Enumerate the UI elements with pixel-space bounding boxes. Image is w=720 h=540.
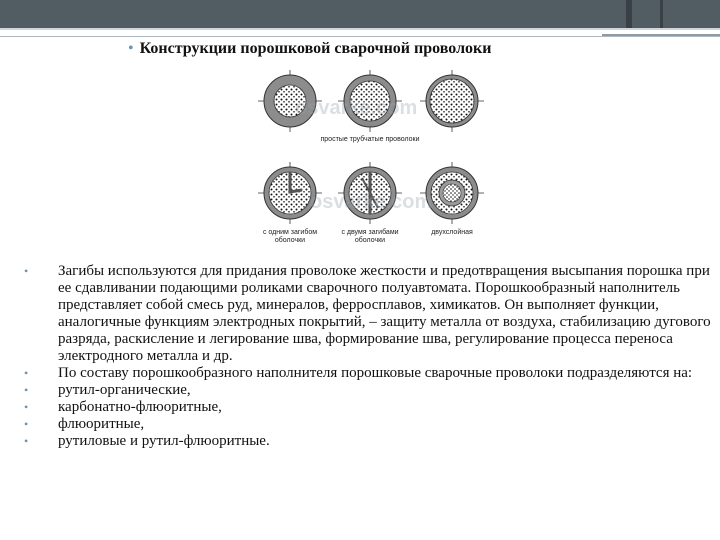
list-item xyxy=(24,399,714,416)
list-item xyxy=(24,416,714,433)
top-bar-accent xyxy=(660,0,663,28)
header-divider xyxy=(602,34,720,36)
watermark: osvarke.com xyxy=(310,191,433,213)
row2-caption-3-line1: двухслойная xyxy=(431,229,473,236)
list-item xyxy=(24,365,714,382)
bullet-icon: • xyxy=(128,40,134,57)
row2-caption-1-line2: оболочки xyxy=(274,237,306,244)
content-bullet-list xyxy=(24,263,714,450)
top-bar-accent xyxy=(626,0,632,28)
slide-title-row xyxy=(128,40,688,58)
row1-caption: простые трубчатые проволоки xyxy=(320,136,420,143)
bullet-icon: • xyxy=(24,383,29,397)
header-divider xyxy=(0,36,720,37)
header-divider xyxy=(0,28,720,30)
list-item-text: рутил-органические, xyxy=(58,382,191,398)
list-item-text: рутиловые и рутил-флюоритные. xyxy=(58,433,270,449)
bullet-icon: • xyxy=(24,400,29,414)
list-item xyxy=(24,433,714,450)
wire-cross-section-figure xyxy=(250,68,490,248)
row2-caption-2-line1: с двумя загибами xyxy=(341,229,399,236)
list-item-text: карбонатно-флюоритные, xyxy=(58,399,222,415)
bullet-icon: • xyxy=(24,366,29,380)
cross-section-simple-3 xyxy=(420,70,484,132)
watermark: osvarke.com xyxy=(295,97,418,119)
list-item xyxy=(24,263,714,365)
list-item-text: флюоритные, xyxy=(58,416,145,432)
slide-top-bar xyxy=(0,0,720,28)
bullet-icon: • xyxy=(24,434,29,448)
list-item xyxy=(24,382,714,399)
bullet-icon: • xyxy=(24,417,29,431)
row2-caption-2-line2: оболочки xyxy=(354,237,386,244)
cross-section-diagram xyxy=(250,68,490,248)
list-item-text: Загибы используются для придания проволоке жесткости и предотвращения высыпания порошка при ее сдавливании подающими роликами сварочного полуавтомата. Порошкообразный наполнитель представляет собой смесь руд, минералов, ферросплавов, химикатов. Он выполняет функции, аналогичные функциям электродных покрытий, – защиту металла от воздуха, стабилизацию дугового разряда, раскисление и легирование шва, формирование шва, регулирование процесса переноса электродного металла и др. xyxy=(58,263,711,364)
list-item-text: По составу порошкообразного наполнителя порошковые сварочные проволоки подразделяются на: xyxy=(58,365,693,381)
row2-caption-1-line1: с одним загибом xyxy=(262,229,318,236)
slide-title: Конструкции порошковой сварочной проволоки xyxy=(139,40,492,57)
bullet-icon: • xyxy=(24,264,29,278)
